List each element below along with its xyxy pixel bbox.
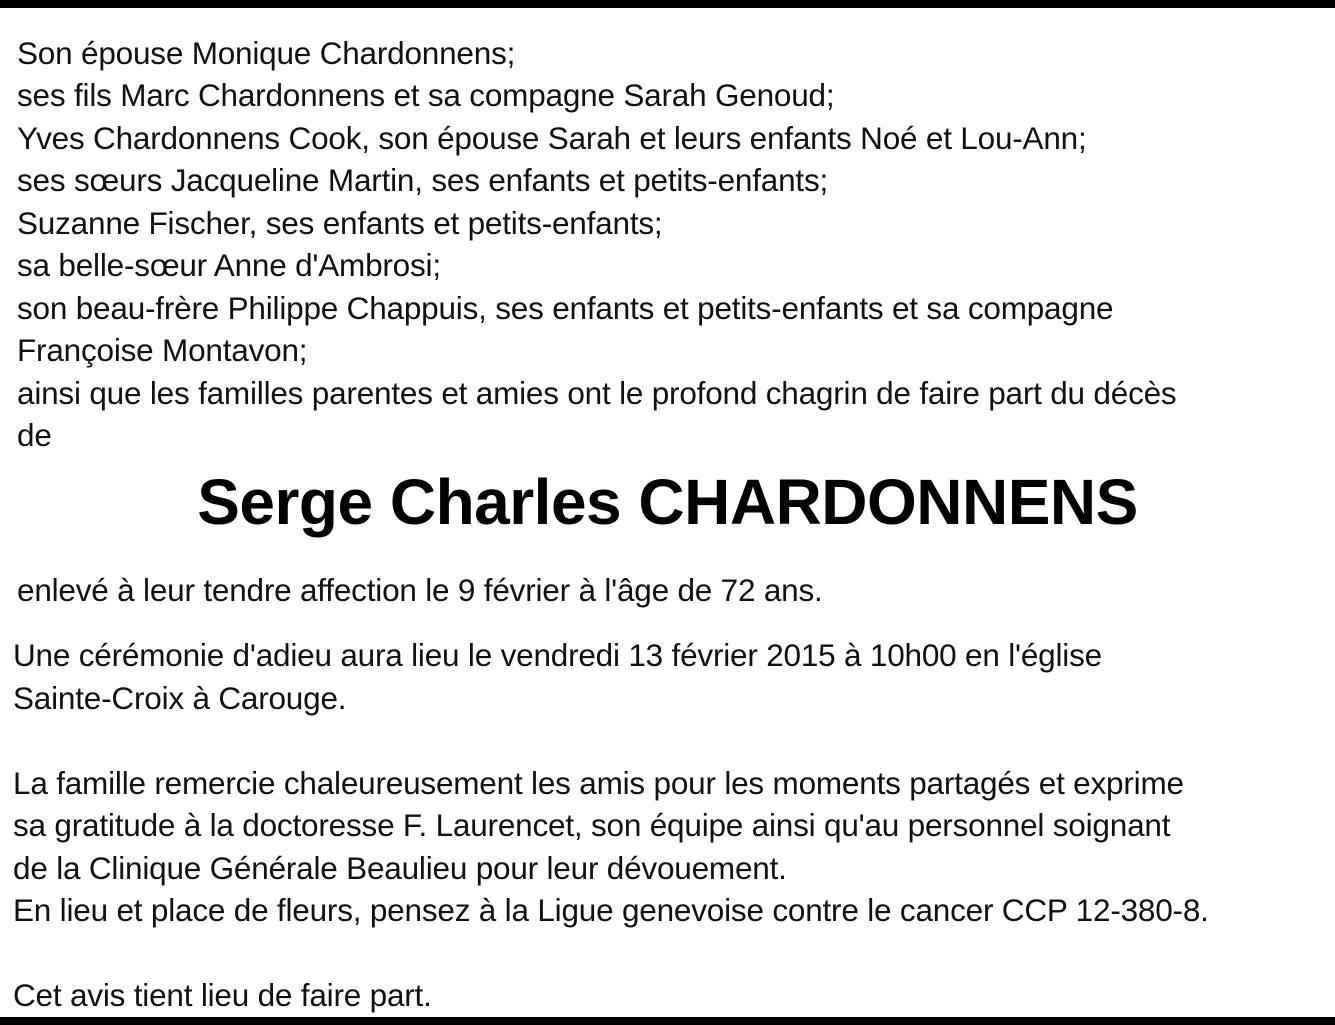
family-line: son beau-frère Philippe Chappuis, ses enfants et petits-enfants et sa compagne [17,290,1114,326]
family-line: ses sœurs Jacqueline Martin, ses enfants et petits-enfants; [17,162,829,198]
family-line: ainsi que les familles parentes et amies ont le profond chagrin de faire part du décès [17,375,1177,411]
passing-line: enlevé à leur tendre affection le 9 février à l'âge de 72 ans. [17,572,823,608]
thanks-line: La famille remercie chaleureusement les amis pour les moments partagés et exprime [13,765,1184,801]
closing-line: Cet avis tient lieu de faire part. [13,977,432,1013]
family-line: Yves Chardonnens Cook, son épouse Sarah et leurs enfants Noé et Lou-Ann; [17,120,1087,156]
family-line: ses fils Marc Chardonnens et sa compagne Sarah Genoud; [17,77,835,113]
deceased-name: Serge Charles CHARDONNENS [197,466,1138,538]
family-line: de [17,417,52,453]
thanks-line: En lieu et place de fleurs, pensez à la Ligue genevoise contre le cancer CCP 12-380-8. [13,892,1209,928]
family-line: Suzanne Fischer, ses enfants et petits-enfants; [17,205,663,241]
thanks-line: sa gratitude à la doctoresse F. Laurencet, son équipe ainsi qu'au personnel soignant [13,807,1171,843]
ceremony-line: Une cérémonie d'adieu aura lieu le vendredi 13 février 2015 à 10h00 en l'église [13,637,1102,673]
family-line: sa belle-sœur Anne d'Ambrosi; [17,247,441,283]
family-line: Françoise Montavon; [17,332,308,368]
thanks-line: de la Clinique Générale Beaulieu pour leur dévouement. [13,850,787,886]
ceremony-line: Sainte-Croix à Carouge. [13,680,347,716]
family-line: Son épouse Monique Chardonnens; [17,35,516,71]
